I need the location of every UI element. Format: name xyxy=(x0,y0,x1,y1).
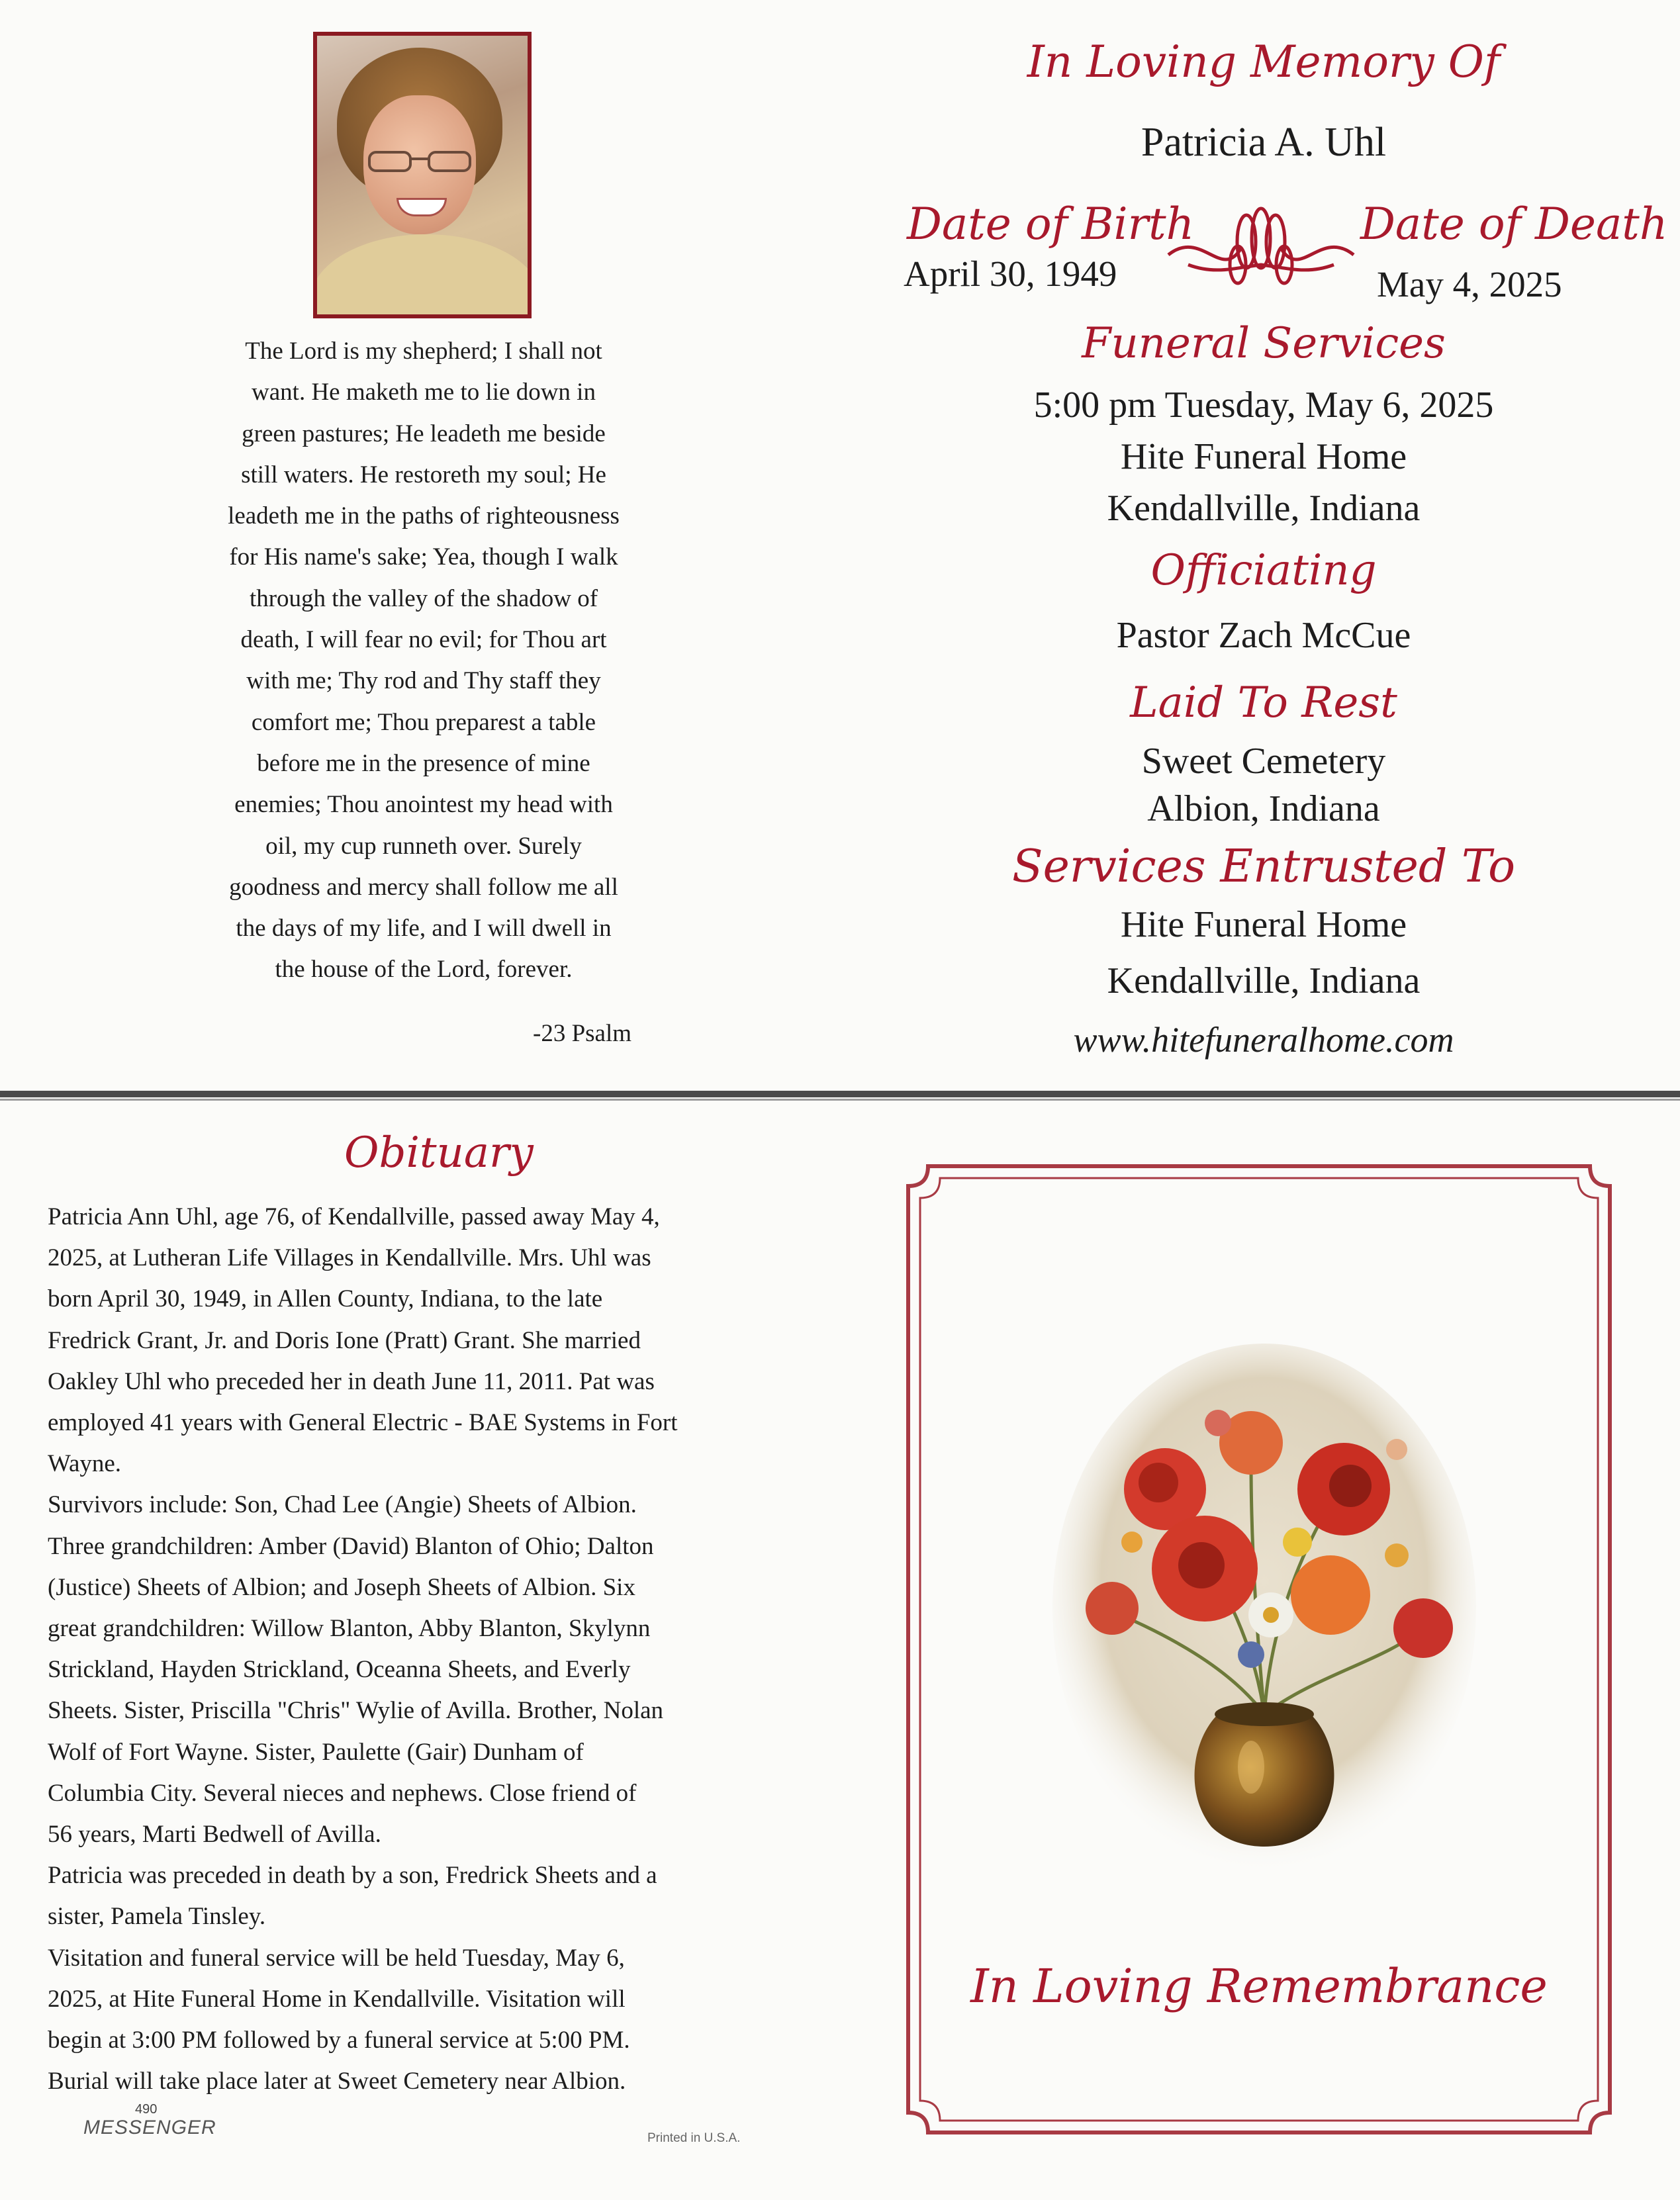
psalm-line: enemies; Thou anointest my head with xyxy=(234,791,613,819)
psalm-line: comfort me; Thou preparest a table xyxy=(251,708,596,736)
psalm-reference: -23 Psalm xyxy=(533,1020,632,1047)
obituary-line: Three grandchildren: Amber (David) Blanton of Ohio; Dalton xyxy=(48,1532,654,1560)
obituary-line: Strickland, Hayden Strickland, Oceanna Sheets, and Everly xyxy=(48,1656,631,1684)
obituary-line: Burial will take place later at Sweet Cemetery near Albion. xyxy=(48,2068,626,2095)
obituary-line: 2025, at Lutheran Life Villages in Kendallville. Mrs. Uhl was xyxy=(48,1244,651,1272)
psalm-line: with me; Thy rod and Thy staff they xyxy=(246,667,601,695)
entrusted-city: Kendallville, Indiana xyxy=(1107,960,1421,1001)
psalm-text xyxy=(165,331,682,991)
fold-line xyxy=(0,1091,1680,1097)
obituary-line: sister, Pamela Tinsley. xyxy=(48,1903,266,1931)
cemetery-city: Albion, Indiana xyxy=(1147,788,1380,829)
website-link[interactable]: www.hitefuneralhome.com xyxy=(1073,1020,1454,1060)
obituary-line: 2025, at Hite Funeral Home in Kendallville. Visitation will xyxy=(48,1985,626,2013)
cover-caption: In Loving Remembrance xyxy=(970,1959,1548,2013)
cemetery-name: Sweet Cemetery xyxy=(1141,741,1386,782)
obituary-line: Fredrick Grant, Jr. and Doris Ione (Pratt) Grant. She married xyxy=(48,1326,641,1354)
obituary-line: Patricia Ann Uhl, age 76, of Kendallville, passed away May 4, xyxy=(48,1203,660,1230)
psalm-line: before me in the presence of mine xyxy=(257,749,590,777)
psalm-line: death, I will fear no evil; for Thou art xyxy=(240,626,607,654)
deceased-name: Patricia A. Uhl xyxy=(1141,120,1387,165)
obituary-line: Columbia City. Several nieces and nephews. Close friend of xyxy=(48,1779,637,1807)
psalm-line: green pastures; He leadeth me beside xyxy=(242,420,606,447)
ornament-swirl-icon xyxy=(1162,202,1360,295)
obituary-line: (Justice) Sheets of Albion; and Joseph Sheets of Albion. Six xyxy=(48,1573,635,1601)
obituary-line: Sheets. Sister, Priscilla "Chris" Wylie of Avilla. Brother, Nolan xyxy=(48,1697,664,1725)
death-label: Date of Death xyxy=(1360,199,1668,250)
entrusted-place: Hite Funeral Home xyxy=(1120,904,1407,945)
psalm-line: oil, my cup runneth over. Surely xyxy=(265,832,582,860)
psalm-line: want. He maketh me to lie down in xyxy=(252,379,596,406)
funeral-city: Kendallville, Indiana xyxy=(1107,488,1421,529)
obituary-line: born April 30, 1949, in Allen County, Indiana, to the late xyxy=(48,1285,603,1313)
psalm-line: the days of my life, and I will dwell in xyxy=(236,915,612,942)
obituary-title: Obituary xyxy=(344,1128,534,1177)
obituary-line: Wayne. xyxy=(48,1450,122,1478)
form-number: 490 xyxy=(135,2102,158,2117)
obituary-line: Visitation and funeral service will be held Tuesday, May 6, xyxy=(48,1944,625,1972)
funeral-time: 5:00 pm Tuesday, May 6, 2025 xyxy=(1033,385,1494,426)
obituary-line: begin at 3:00 PM followed by a funeral service at 5:00 PM. xyxy=(48,2027,630,2054)
obituary-line: employed 41 years with General Electric - BAE Systems in Fort xyxy=(48,1409,678,1437)
obituary-line: Patricia was preceded in death by a son, Fredrick Sheets and a xyxy=(48,1862,657,1890)
obituary-line: 56 years, Marti Bedwell of Avilla. xyxy=(48,1821,381,1849)
obituary-line: Oakley Uhl who preceded her in death June 11, 2011. Pat was xyxy=(48,1367,655,1395)
psalm-line: the house of the Lord, forever. xyxy=(275,956,573,984)
psalm-line: for His name's sake; Yea, though I walk xyxy=(229,543,618,571)
flower-bouquet-icon xyxy=(1052,1344,1476,1873)
entrusted-label: Services Entrusted To xyxy=(1011,841,1516,893)
psalm-line: goodness and mercy shall follow me all xyxy=(229,873,618,901)
obituary-line: Wolf of Fort Wayne. Sister, Paulette (Gair) Dunham of xyxy=(48,1738,584,1766)
death-date: May 4, 2025 xyxy=(1377,264,1562,304)
funeral-services-label: Funeral Services xyxy=(1082,319,1446,368)
portrait-photo xyxy=(313,32,532,318)
laid-to-rest-label: Laid To Rest xyxy=(1130,678,1397,727)
psalm-line: leadeth me in the paths of righteousness xyxy=(228,502,620,530)
obituary-line: great grandchildren: Willow Blanton, Abby Blanton, Skylynn xyxy=(48,1615,651,1643)
officiating-label: Officiating xyxy=(1150,546,1377,595)
birth-label: Date of Birth xyxy=(907,199,1195,250)
messenger-logo: MESSENGER xyxy=(83,2117,216,2138)
obituary-line: Survivors include: Son, Chad Lee (Angie) Sheets of Albion. xyxy=(48,1491,637,1519)
psalm-line: still waters. He restoreth my soul; He xyxy=(241,461,606,488)
obituary-text xyxy=(48,1197,812,2102)
birth-date: April 30, 1949 xyxy=(904,253,1117,294)
fold-line-shadow xyxy=(0,1099,1680,1101)
printed-note: Printed in U.S.A. xyxy=(647,2131,741,2145)
memory-heading: In Loving Memory Of xyxy=(1027,36,1501,87)
officiant-name: Pastor Zach McCue xyxy=(1116,615,1411,656)
psalm-line: through the valley of the shadow of xyxy=(249,584,598,612)
funeral-place: Hite Funeral Home xyxy=(1120,436,1407,477)
psalm-line: The Lord is my shepherd; I shall not xyxy=(245,338,602,365)
